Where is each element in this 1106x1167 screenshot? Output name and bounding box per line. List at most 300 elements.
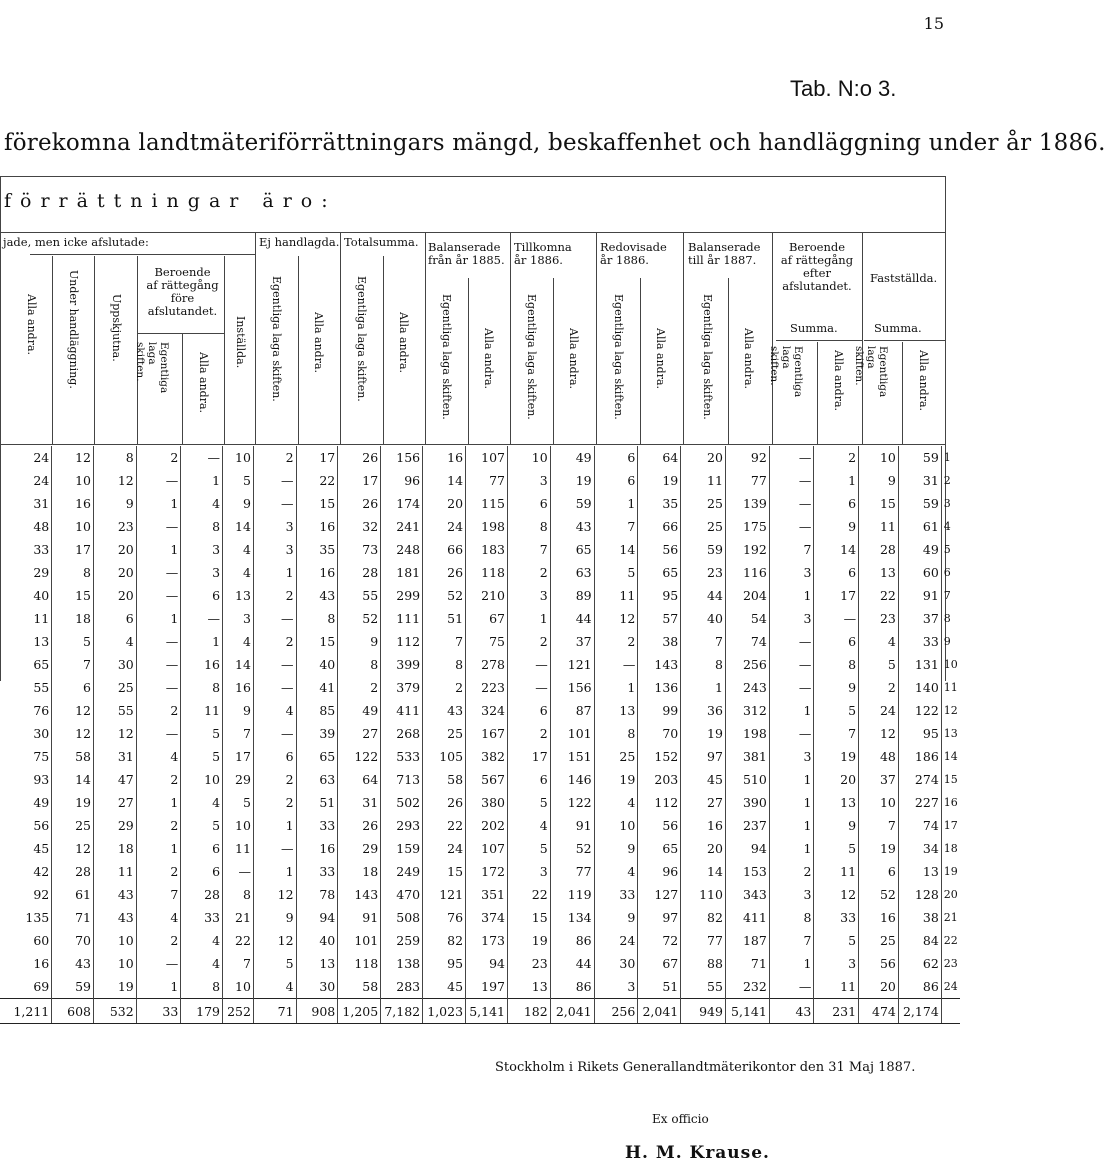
table-cell: 172: [466, 860, 508, 883]
table-cell: 49: [898, 538, 941, 561]
row-number: 12: [943, 704, 958, 717]
table-cell: 45: [0, 837, 52, 860]
table-row: [0, 906, 960, 929]
table-cell: 7: [507, 538, 550, 561]
table-cell: 72: [638, 929, 681, 952]
header-divider: [340, 232, 341, 444]
table-cell: 4: [594, 791, 638, 814]
table-cell: 29: [94, 814, 137, 837]
table-cell: 1: [136, 538, 181, 561]
row-number: 16: [943, 796, 958, 809]
table-cell: 197: [466, 975, 508, 999]
col-under-handlaggning: Under handläggning.: [67, 270, 80, 389]
table-cell: 202: [466, 814, 508, 837]
table-cell: 508: [381, 906, 423, 929]
table-cell: 2: [859, 676, 899, 699]
table-cell: 19: [594, 768, 638, 791]
table-cell: 374: [466, 906, 508, 929]
table-cell: 25: [859, 929, 899, 952]
table-row: [0, 975, 960, 999]
table-cell: 67: [466, 607, 508, 630]
row-number: 22: [943, 934, 958, 947]
group-beroende-efter-line: afslutandet.: [782, 279, 852, 293]
table-cell: 11: [594, 584, 638, 607]
table-cell: 24: [423, 515, 466, 538]
header-divider: [224, 256, 225, 444]
table-cell: 37: [859, 768, 899, 791]
table-cell: —: [253, 653, 296, 676]
table-cell: 89: [550, 584, 594, 607]
table-cell: —: [181, 446, 223, 469]
table-cell: 2: [507, 561, 550, 584]
table-cell: 6: [253, 745, 296, 768]
group-beroende-efter: [776, 241, 858, 293]
table-cell: 227: [898, 791, 941, 814]
table-cell: —: [769, 722, 814, 745]
table-cell: 4: [859, 630, 899, 653]
table-cell: 51: [638, 975, 681, 999]
table-cell: 112: [381, 630, 423, 653]
col-alla-andra-beroende-efter: Alla andra.: [832, 350, 845, 412]
table-cell: 2,041: [638, 999, 681, 1024]
table-cell: 35: [638, 492, 681, 515]
table-cell: 256: [725, 653, 769, 676]
table-cell: 7: [52, 653, 94, 676]
table-cell: 99: [638, 699, 681, 722]
table-cell: 6: [594, 446, 638, 469]
table-cell: 31: [0, 492, 52, 515]
table-cell: 252: [223, 999, 254, 1024]
row-number: 10: [943, 658, 958, 671]
table-cell: 30: [0, 722, 52, 745]
table-cell: 59: [52, 975, 94, 999]
table-cell: 22: [507, 883, 550, 906]
table-cell: 908: [296, 999, 338, 1024]
table-cell: 1: [814, 469, 859, 492]
table-cell: 23: [94, 515, 137, 538]
header-divider: [772, 232, 773, 444]
table-row: [0, 630, 960, 653]
table-cell: 11: [181, 699, 223, 722]
table-cell: 6: [94, 607, 137, 630]
col-egentliga-fore: Egentliga laga skiften.: [134, 342, 170, 394]
table-cell: 30: [594, 952, 638, 975]
table-cell: —: [594, 653, 638, 676]
table-cell: 5: [814, 837, 859, 860]
table-cell: 532: [94, 999, 137, 1024]
table-cell: 29: [0, 561, 52, 584]
table-row: [0, 837, 960, 860]
table-cell: 7: [136, 883, 181, 906]
table-cell: 223: [466, 676, 508, 699]
table-cell: 1: [136, 791, 181, 814]
table-cell: 10: [94, 952, 137, 975]
table-cell: 7: [814, 722, 859, 745]
table-cell: 11: [814, 975, 859, 999]
table-cell: 48: [0, 515, 52, 538]
table-cell: 1: [769, 814, 814, 837]
row-number: 18: [943, 842, 958, 855]
table-cell: 19: [52, 791, 94, 814]
table-cell: 1: [769, 791, 814, 814]
table-cell: 29: [338, 837, 381, 860]
table-cell: 88: [681, 952, 726, 975]
header-divider: [596, 232, 597, 444]
header-divider: [902, 342, 903, 444]
table-cell: 65: [638, 837, 681, 860]
group-beroende-fore-line: afslutandet.: [147, 304, 218, 318]
signature-place: Stockholm i Rikets Generallandtmäterikontor den 31 Maj 1887.: [495, 1060, 916, 1075]
table-cell: 2,041: [550, 999, 594, 1024]
table-cell: 15: [423, 860, 466, 883]
table-cell: 112: [638, 791, 681, 814]
table-cell: 95: [638, 584, 681, 607]
table-cell: 33: [136, 999, 181, 1024]
table-cell: 43: [52, 952, 94, 975]
table-cell: 101: [550, 722, 594, 745]
table-cell: —: [769, 469, 814, 492]
table-cell: 20: [681, 837, 726, 860]
table-cell: 40: [0, 584, 52, 607]
group-beroende-fore-line: Beroende: [154, 265, 211, 279]
table-cell: 10: [859, 791, 899, 814]
table-cell: 86: [550, 929, 594, 952]
row-number: 15: [943, 773, 958, 786]
table-cell: —: [769, 492, 814, 515]
table-cell: —: [136, 653, 181, 676]
table-cell: 9: [594, 906, 638, 929]
table-cell: 122: [550, 791, 594, 814]
table-cell: 1: [181, 469, 223, 492]
table-cell: 2: [253, 791, 296, 814]
table-cell: 9: [223, 699, 254, 722]
table-cell: 2: [423, 676, 466, 699]
table-cell: 38: [898, 906, 941, 929]
row-number: 3: [943, 497, 951, 510]
row-number: 2: [943, 474, 951, 487]
col-alla-andra: Alla andra.: [25, 294, 38, 356]
table-cell: 26: [338, 492, 381, 515]
table-cell: —: [814, 607, 859, 630]
table-cell: 135: [0, 906, 52, 929]
table-cell: 28: [181, 883, 223, 906]
table-cell: 43: [296, 584, 338, 607]
group-beroende-fore: [140, 266, 225, 318]
table-cell: 8: [181, 515, 223, 538]
table-cell: 16: [423, 446, 466, 469]
table-cell: 30: [296, 975, 338, 999]
table-cell: 2: [507, 630, 550, 653]
table-cell: 143: [638, 653, 681, 676]
table-row: [0, 722, 960, 745]
table-cell: 128: [898, 883, 941, 906]
table-cell: 23: [681, 561, 726, 584]
table-cell: 59: [898, 446, 941, 469]
table-cell: 17: [223, 745, 254, 768]
table-cell: 1: [253, 860, 296, 883]
table-cell: 198: [725, 722, 769, 745]
table-cell: 502: [381, 791, 423, 814]
table-cell: 33: [594, 883, 638, 906]
table-cell: 5: [223, 791, 254, 814]
table-cell: 3: [253, 538, 296, 561]
table-cell: 7: [223, 722, 254, 745]
table-cell: 15: [296, 630, 338, 653]
table-cell: 159: [381, 837, 423, 860]
table-cell: 105: [423, 745, 466, 768]
table-cell: 30: [94, 653, 137, 676]
table-cell: 74: [725, 630, 769, 653]
table-cell: 69: [0, 975, 52, 999]
col-alla-andra-tillkomna: Alla andra.: [567, 328, 580, 390]
table-cell: 32: [338, 515, 381, 538]
table-cell: 115: [466, 492, 508, 515]
table-cell: 45: [681, 768, 726, 791]
table-cell: 95: [423, 952, 466, 975]
table-cell: 2: [136, 860, 181, 883]
table-cell: 58: [52, 745, 94, 768]
table-cell: 13: [0, 630, 52, 653]
group-balanserade-1887-line: Balanserade: [688, 240, 761, 254]
table-cell: 4: [136, 906, 181, 929]
col-egentliga-tillkomna: Egentliga laga skiften.: [525, 294, 538, 420]
table-cell: 15: [52, 584, 94, 607]
table-cell: 10: [594, 814, 638, 837]
table-cell: 8: [507, 515, 550, 538]
table-cell: 1: [136, 492, 181, 515]
table-cell: 59: [550, 492, 594, 515]
table-cell: 97: [681, 745, 726, 768]
header-divider: [640, 278, 641, 444]
col-egentliga-totalsumma: Egentliga laga skiften.: [355, 276, 368, 402]
table-cell: 283: [381, 975, 423, 999]
table-cell: 78: [296, 883, 338, 906]
totals-row: [0, 999, 960, 1024]
row-number: 19: [943, 865, 958, 878]
table-cell: 14: [594, 538, 638, 561]
table-cell: 87: [550, 699, 594, 722]
table-cell: —: [136, 584, 181, 607]
col-egentliga-bal-1885: Egentliga laga skiften.: [440, 294, 453, 420]
table-body: [0, 446, 960, 1024]
signature-name: H. M. Krause.: [625, 1143, 770, 1163]
col-egentliga-redovisade: Egentliga laga skiften.: [612, 294, 625, 420]
table-cell: 52: [338, 607, 381, 630]
table-row: [0, 561, 960, 584]
table-cell: 20: [423, 492, 466, 515]
table-cell: 14: [681, 860, 726, 883]
table-cell: 10: [94, 929, 137, 952]
table-cell: 10: [859, 446, 899, 469]
table-cell: 12: [94, 469, 137, 492]
group-redovisade-line: år 1886.: [600, 253, 649, 267]
table-cell: 4: [181, 952, 223, 975]
table-cell: 122: [898, 699, 941, 722]
table-cell: 3: [769, 607, 814, 630]
table-cell: 13: [223, 584, 254, 607]
table-cell: 6: [52, 676, 94, 699]
table-cell: 7: [423, 630, 466, 653]
group-faststalda-rule: [864, 340, 945, 341]
table-cell: 5: [507, 791, 550, 814]
header-divider: [553, 278, 554, 444]
signature-note: Ex officio: [652, 1112, 709, 1126]
table-cell: 2: [814, 446, 859, 469]
table-cell: 2: [136, 814, 181, 837]
table-cell: 146: [550, 768, 594, 791]
table-cell: 25: [423, 722, 466, 745]
table-row: [0, 860, 960, 883]
table-cell: 43: [94, 906, 137, 929]
col-alla-andra-bal-1887: Alla andra.: [742, 328, 755, 390]
table-cell: 8: [814, 653, 859, 676]
table-cell: 127: [638, 883, 681, 906]
table-cell: 71: [725, 952, 769, 975]
table-cell: 152: [638, 745, 681, 768]
row-number: 11: [943, 681, 958, 694]
header-divider: [728, 278, 729, 444]
title-rule: [0, 176, 945, 177]
table-cell: 56: [638, 538, 681, 561]
table-cell: 1: [769, 699, 814, 722]
table-cell: 22: [859, 584, 899, 607]
row-number: 14: [943, 750, 958, 763]
table-cell: 293: [381, 814, 423, 837]
col-egentliga-ej-handlagda: Egentliga laga skiften.: [270, 276, 283, 402]
table-cell: 49: [0, 791, 52, 814]
table-cell: 92: [0, 883, 52, 906]
table-cell: 70: [638, 722, 681, 745]
table-cell: 26: [423, 791, 466, 814]
table-cell: 48: [859, 745, 899, 768]
table-cell: 12: [52, 837, 94, 860]
header-divider: [817, 342, 818, 444]
table-cell: 6: [181, 860, 223, 883]
group-beroende-fore-rule: [138, 333, 224, 334]
table-cell: 16: [681, 814, 726, 837]
table-cell: —: [136, 469, 181, 492]
header-bottom-rule: [0, 444, 945, 445]
table-cell: 3: [814, 952, 859, 975]
table-cell: 10: [223, 975, 254, 999]
table-cell: 3: [507, 584, 550, 607]
table-cell: 1: [136, 607, 181, 630]
table-cell: 25: [94, 676, 137, 699]
row-number: 24: [943, 980, 958, 993]
table-cell: 23: [859, 607, 899, 630]
table-cell: 38: [638, 630, 681, 653]
col-egentliga-bal-1887: Egentliga laga skiften.: [701, 294, 714, 420]
table-cell: 351: [466, 883, 508, 906]
table-cell: 26: [423, 561, 466, 584]
table-cell: 41: [296, 676, 338, 699]
table-cell: 5: [181, 722, 223, 745]
col-alla-andra-totalsumma: Alla andra.: [397, 312, 410, 374]
table-cell: 6: [859, 860, 899, 883]
table-cell: 93: [0, 768, 52, 791]
group-beroende-efter-rule: [776, 340, 862, 341]
table-cell: 44: [550, 607, 594, 630]
table-cell: 49: [550, 446, 594, 469]
table-cell: 3: [594, 975, 638, 999]
table-cell: 43: [550, 515, 594, 538]
table-cell: 4: [594, 860, 638, 883]
table-cell: 13: [814, 791, 859, 814]
table-cell: 231: [814, 999, 859, 1024]
row-number: 4: [943, 520, 951, 533]
table-cell: —: [507, 676, 550, 699]
col-alla-andra-ej-handlagda: Alla andra.: [312, 312, 325, 374]
table-cell: 2: [136, 768, 181, 791]
table-cell: —: [769, 515, 814, 538]
table-cell: 22: [423, 814, 466, 837]
table-cell: 243: [725, 676, 769, 699]
table-cell: 2: [507, 722, 550, 745]
table-cell: —: [769, 630, 814, 653]
table-cell: 167: [466, 722, 508, 745]
table-cell: 11: [0, 607, 52, 630]
table-cell: 40: [296, 653, 338, 676]
table-cell: 51: [423, 607, 466, 630]
table-cell: 49: [338, 699, 381, 722]
table-cell: —: [253, 676, 296, 699]
table-cell: 17: [296, 446, 338, 469]
table-cell: —: [136, 952, 181, 975]
table-cell: 24: [423, 837, 466, 860]
table-row: [0, 791, 960, 814]
table-cell: 59: [898, 492, 941, 515]
header-divider: [425, 232, 426, 444]
table-cell: 34: [898, 837, 941, 860]
table-cell: 27: [338, 722, 381, 745]
table-cell: 40: [296, 929, 338, 952]
table-cell: 9: [223, 492, 254, 515]
table-cell: 60: [898, 561, 941, 584]
table-cell: 31: [898, 469, 941, 492]
group-jade: jade, men icke afslutade:: [3, 235, 149, 249]
table-cell: 1: [253, 814, 296, 837]
table-cell: 25: [594, 745, 638, 768]
table-cell: 31: [338, 791, 381, 814]
row-number: 8: [943, 612, 951, 625]
table-cell: 55: [338, 584, 381, 607]
table-cell: 17: [507, 745, 550, 768]
table-row: [0, 883, 960, 906]
table-cell: 26: [338, 814, 381, 837]
table-cell: 1,023: [423, 999, 466, 1024]
group-beroende-efter-line: Beroende: [788, 240, 846, 254]
table-cell: 1: [769, 837, 814, 860]
table-cell: 13: [296, 952, 338, 975]
table-cell: 4: [181, 929, 223, 952]
table-cell: 55: [0, 676, 52, 699]
table-cell: 91: [898, 584, 941, 607]
table-cell: 140: [898, 676, 941, 699]
table-row: [0, 446, 960, 469]
table-cell: 249: [381, 860, 423, 883]
table-cell: —: [253, 469, 296, 492]
table-cell: 17: [814, 584, 859, 607]
table-cell: 71: [253, 999, 296, 1024]
table-cell: 134: [550, 906, 594, 929]
header-divider: [510, 232, 511, 444]
page-number: 15: [923, 14, 944, 33]
header-divider: [862, 232, 863, 444]
header-divider: [298, 256, 299, 444]
table-cell: 12: [94, 722, 137, 745]
table-cell: 13: [594, 699, 638, 722]
table-cell: 20: [94, 584, 137, 607]
